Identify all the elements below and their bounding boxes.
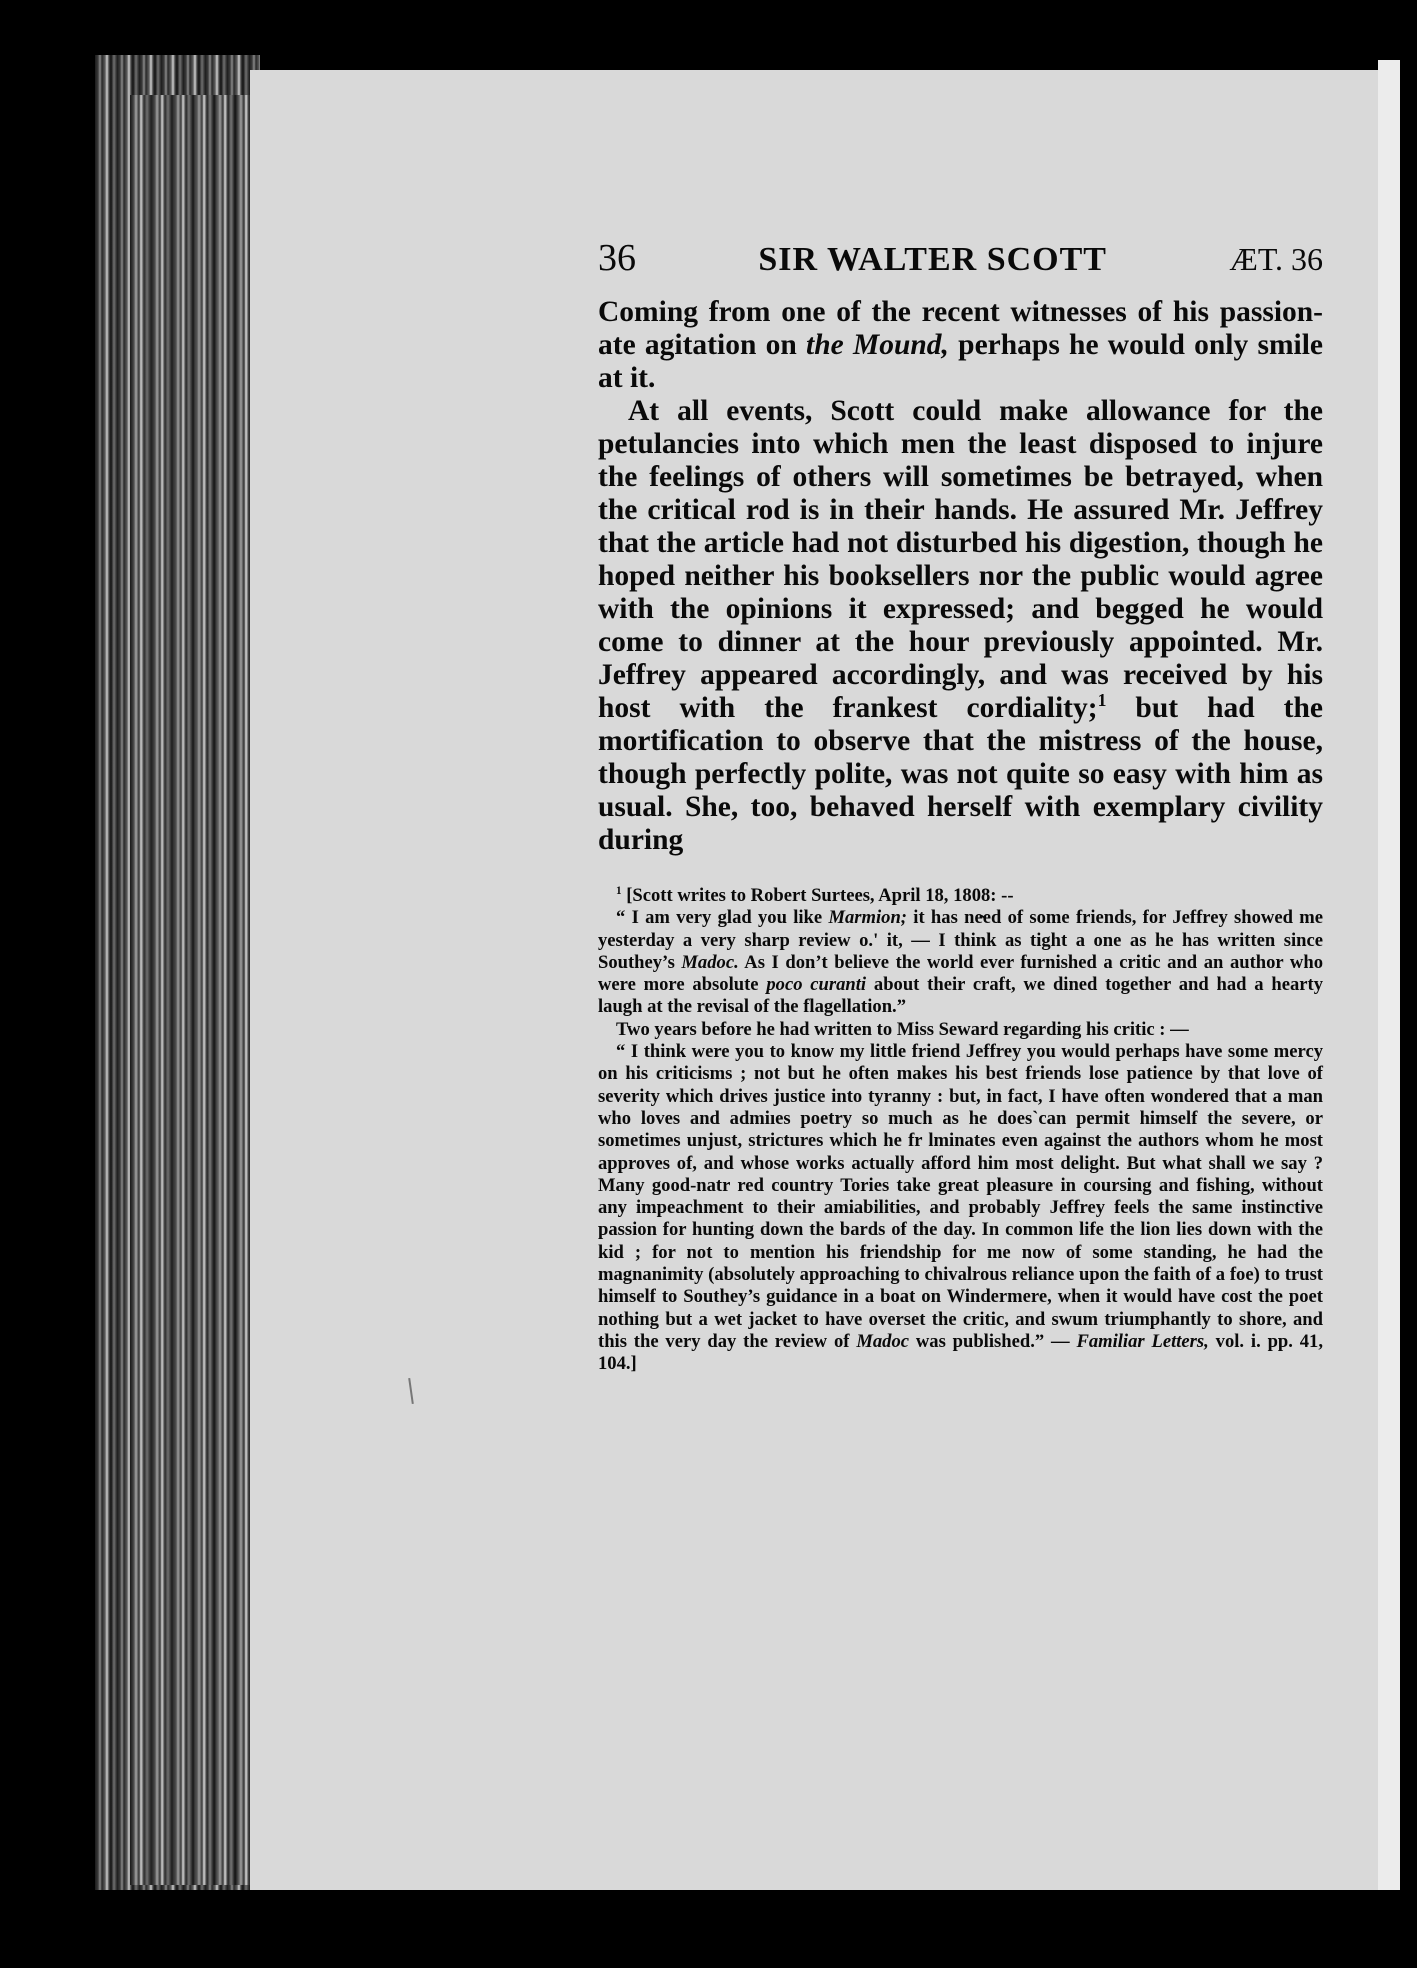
- italic-title: Marmion;: [828, 907, 907, 929]
- text-run: Two years before he had written to Miss Seward regarding his critic : —: [616, 1018, 1189, 1040]
- body-text: [598, 296, 1323, 857]
- footnote-line: [598, 1019, 1323, 1041]
- running-title: SIR WALTER SCOTT: [758, 241, 1107, 278]
- footnotes: [598, 885, 1323, 1376]
- text-run: Coming from one of the recent witnesses of his passion-ate agitation on: [598, 296, 1323, 361]
- text-run: “ I am very glad you like: [616, 907, 829, 929]
- text-run: perhaps he would only smile at it.: [598, 329, 1323, 394]
- text-run: [Scott writes to Robert Surtees, April 18, 1808: --: [621, 885, 1014, 906]
- footnote-quote: [598, 1041, 1323, 1375]
- footnote-quote: [598, 907, 1323, 1018]
- paragraph: [598, 296, 1323, 395]
- text-run: it has ne̴ed of some friends, for Jeffrey showed me yesterday a very sharp review o.' it, — I think as tight a one as he has written since Southey’s: [598, 907, 1323, 973]
- italic-title: the Mound,: [806, 329, 949, 361]
- age-marker: ÆT. 36: [1229, 241, 1323, 277]
- footnote-line: [598, 885, 1323, 907]
- text-run: At all events, Scott could make allowance for the petulancies into which men the least disposed to injure the feelings of others will sometimes be betrayed, when the critical rod is in their hands. He assured Mr. Jeffrey that the article had not disturbed his digestion, though he hoped neither his booksellers nor the public would agree with the opinions it expressed; and begged he would come to dinner at the hour previously appointed. Mr. Jeffrey appeared accordingly, and was received by his host with the frankest cordiality;: [598, 395, 1323, 724]
- text-run: but had the mortification to observe that the mistress of the house, though perfectly polite, was not quite so easy with him as usual. She, too, behaved herself with exemplary civility during: [598, 692, 1323, 856]
- page-number: 36: [598, 237, 636, 279]
- italic-title: Familiar Letters,: [1076, 1330, 1209, 1352]
- text-run: “ I think were you to know my little friend Jeffrey you would perhaps have some mercy on his criticisms ; not but he often makes his best friends lose patience by that love of severity which drives justice into tyranny : but, in fact, I have often wondered that a man who loves and admiıes poetry so much as he does`can permit himself the severe, or sometimes unjust, strictures which he fr lminates even against the authors whom he most approves of, and whose works actually afford him most delight. But what shall we say ? Many good-natr red country Tories take great pleasure in coursing and fishing, without any impeachment to their amiabilities, and probably Jeffrey feels the same instinctive passion for hunting down the bards of the day. In common life the lion lies down with the kid ; for not to mention his friendship for me now of some standing, he had the magnanimity (absolutely approaching to chivalrous reliance upon the faith of a foe) to trust himself to Southey’s guidance in a boat on Windermere, when it would have cost the poet nothing but a wet jacket to have overset the critic, and swum triumphantly to shore, and this the very day the review of: [598, 1041, 1323, 1352]
- italic-title: Madoc: [856, 1330, 909, 1352]
- page-content: [598, 236, 1323, 1376]
- text-run: vol. i. pp. 41, 104.]: [598, 1330, 1323, 1375]
- footnote-ref: 1: [1097, 690, 1107, 711]
- page-stack-edge: [130, 95, 250, 1885]
- running-header: [598, 236, 1323, 288]
- italic-title: Madoc.: [681, 951, 739, 973]
- page-right-edge: [1378, 60, 1400, 1890]
- footnote-ref: 1: [616, 884, 622, 897]
- italic-title: poco curanti: [766, 974, 867, 996]
- text-run: about their craft, we dined together and had a hearty laugh at the revisal of the flagellation.”: [598, 974, 1324, 1018]
- paragraph: [598, 395, 1323, 857]
- text-run: As I don’t believe the world ever furnished a critic and an author who were more absolute: [598, 951, 1323, 996]
- text-run: was published.” —: [909, 1330, 1077, 1352]
